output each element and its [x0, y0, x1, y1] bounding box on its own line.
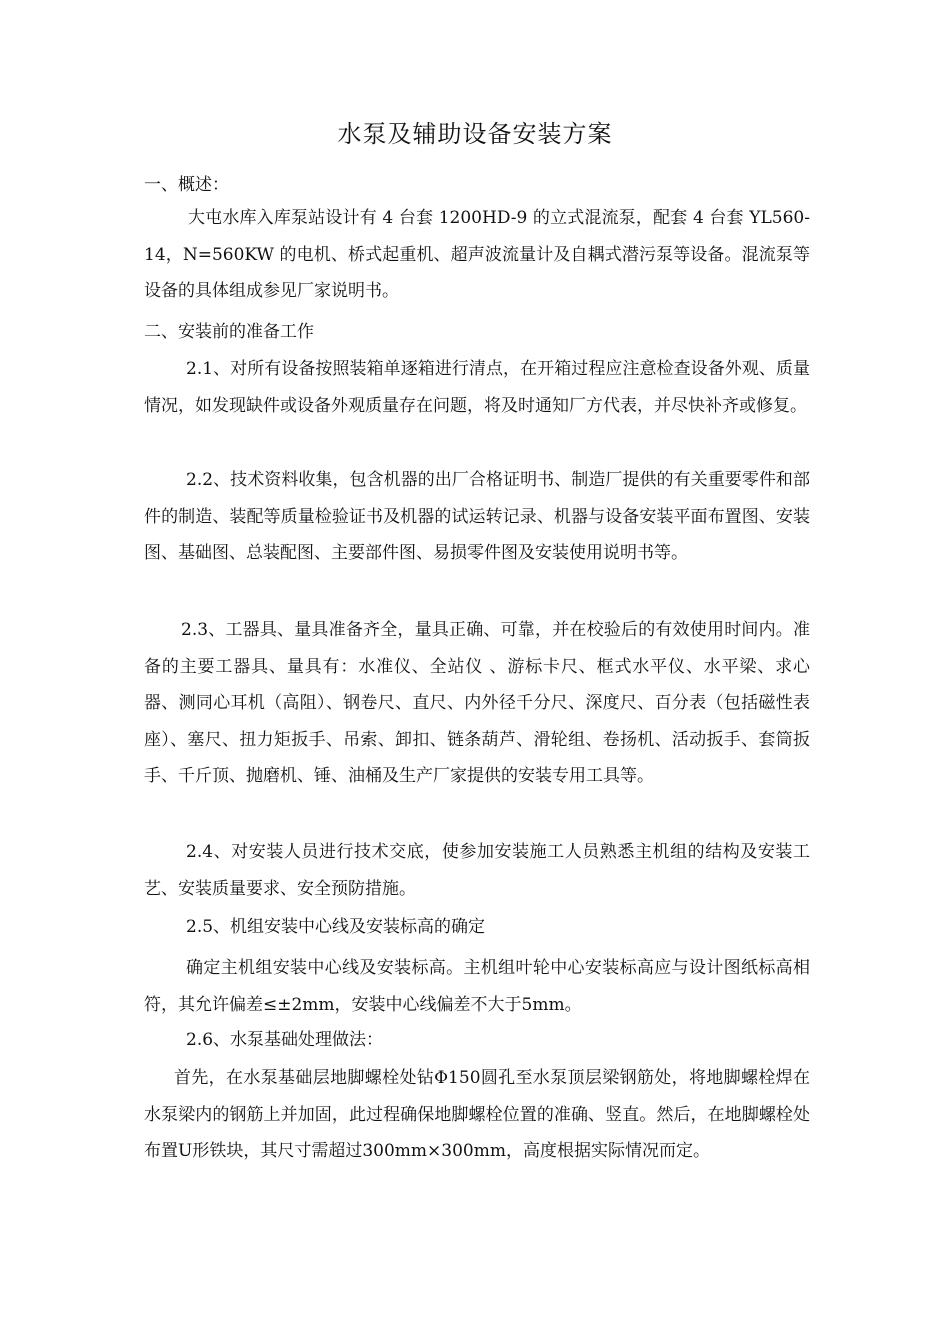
- paragraph-2-3: 2.3、工器具、量具准备齐全，量具正确、可靠，并在校验后的有效使用时间内。准备的主要工器具、量具有：水准仪、全站仪 、游标卡尺、框式水平仪、水平梁、求心器、测同心耳机（高阻）、钢卷尺、直尺、内外径千分尺、深度尺、百分表（包括磁性表座）、塞尺、扭力矩扳手、吊索、卸扣、链条葫芦、滑轮组、卷扬机、活动扳手、套筒扳手、千斤顶、抛磨机、锤、油桶及生产厂家提供的安装专用工具等。: [144, 620, 810, 786]
- section-heading-preparation: 二、安装前的准备工作: [144, 322, 314, 342]
- section-heading-overview: 一、概述：: [144, 175, 229, 195]
- paragraph-2-1: 2.1、对所有设备按照装箱单逐箱进行清点，在开箱过程应注意检查设备外观、质量情况，如发现缺件或设备外观质量存在问题，将及时通知厂方代表，并尽快补齐或修复。: [144, 359, 810, 416]
- paragraph-2-5-heading: 2.5、机组安装中心线及安装标高的确定: [186, 917, 486, 937]
- overview-paragraph: 大屯水库入库泵站设计有 4 台套 1200HD-9 的立式混流泵，配套 4 台套 YL560-14，N=560KW 的电机、桥式起重机、超声波流量计及自耦式潜污泵等设备。混流泵等设备的具体组成参见厂家说明书。: [144, 208, 810, 301]
- paragraph-2-2: 2.2、技术资料收集，包含机器的出厂合格证明书、制造厂提供的有关重要零件和部件的制造、装配等质量检验证书及机器的试运转记录、机器与设备安装平面布置图、安装图、基础图、总装配图、主要部件图、易损零件图及安装使用说明书等。: [144, 470, 810, 563]
- paragraph-2-6-body: 首先，在水泵基础层地脚螺栓处钻Φ150圆孔至水泵顶层梁钢筋处，将地脚螺栓焊在水泵梁内的钢筋上并加固，此过程确保地脚螺栓位置的准确、竖直。然后，在地脚螺栓处布置U形铁块，其尺寸需超过300mm×300mm，高度根据实际情况而定。: [144, 1068, 810, 1161]
- paragraph-2-6-heading: 2.6、水泵基础处理做法：: [186, 1030, 384, 1050]
- paragraph-2-4: 2.4、对安装人员进行技术交底，使参加安装施工人员熟悉主机组的结构及安装工艺、安装质量要求、安全预防措施。: [144, 842, 810, 899]
- paragraph-2-5-body: 确定主机组安装中心线及安装标高。主机组叶轮中心安装标高应与设计图纸标高相符，其允许偏差≤±2mm，安装中心线偏差不大于5mm。: [144, 958, 810, 1015]
- document-title: 水泵及辅助设备安装方案: [337, 120, 613, 148]
